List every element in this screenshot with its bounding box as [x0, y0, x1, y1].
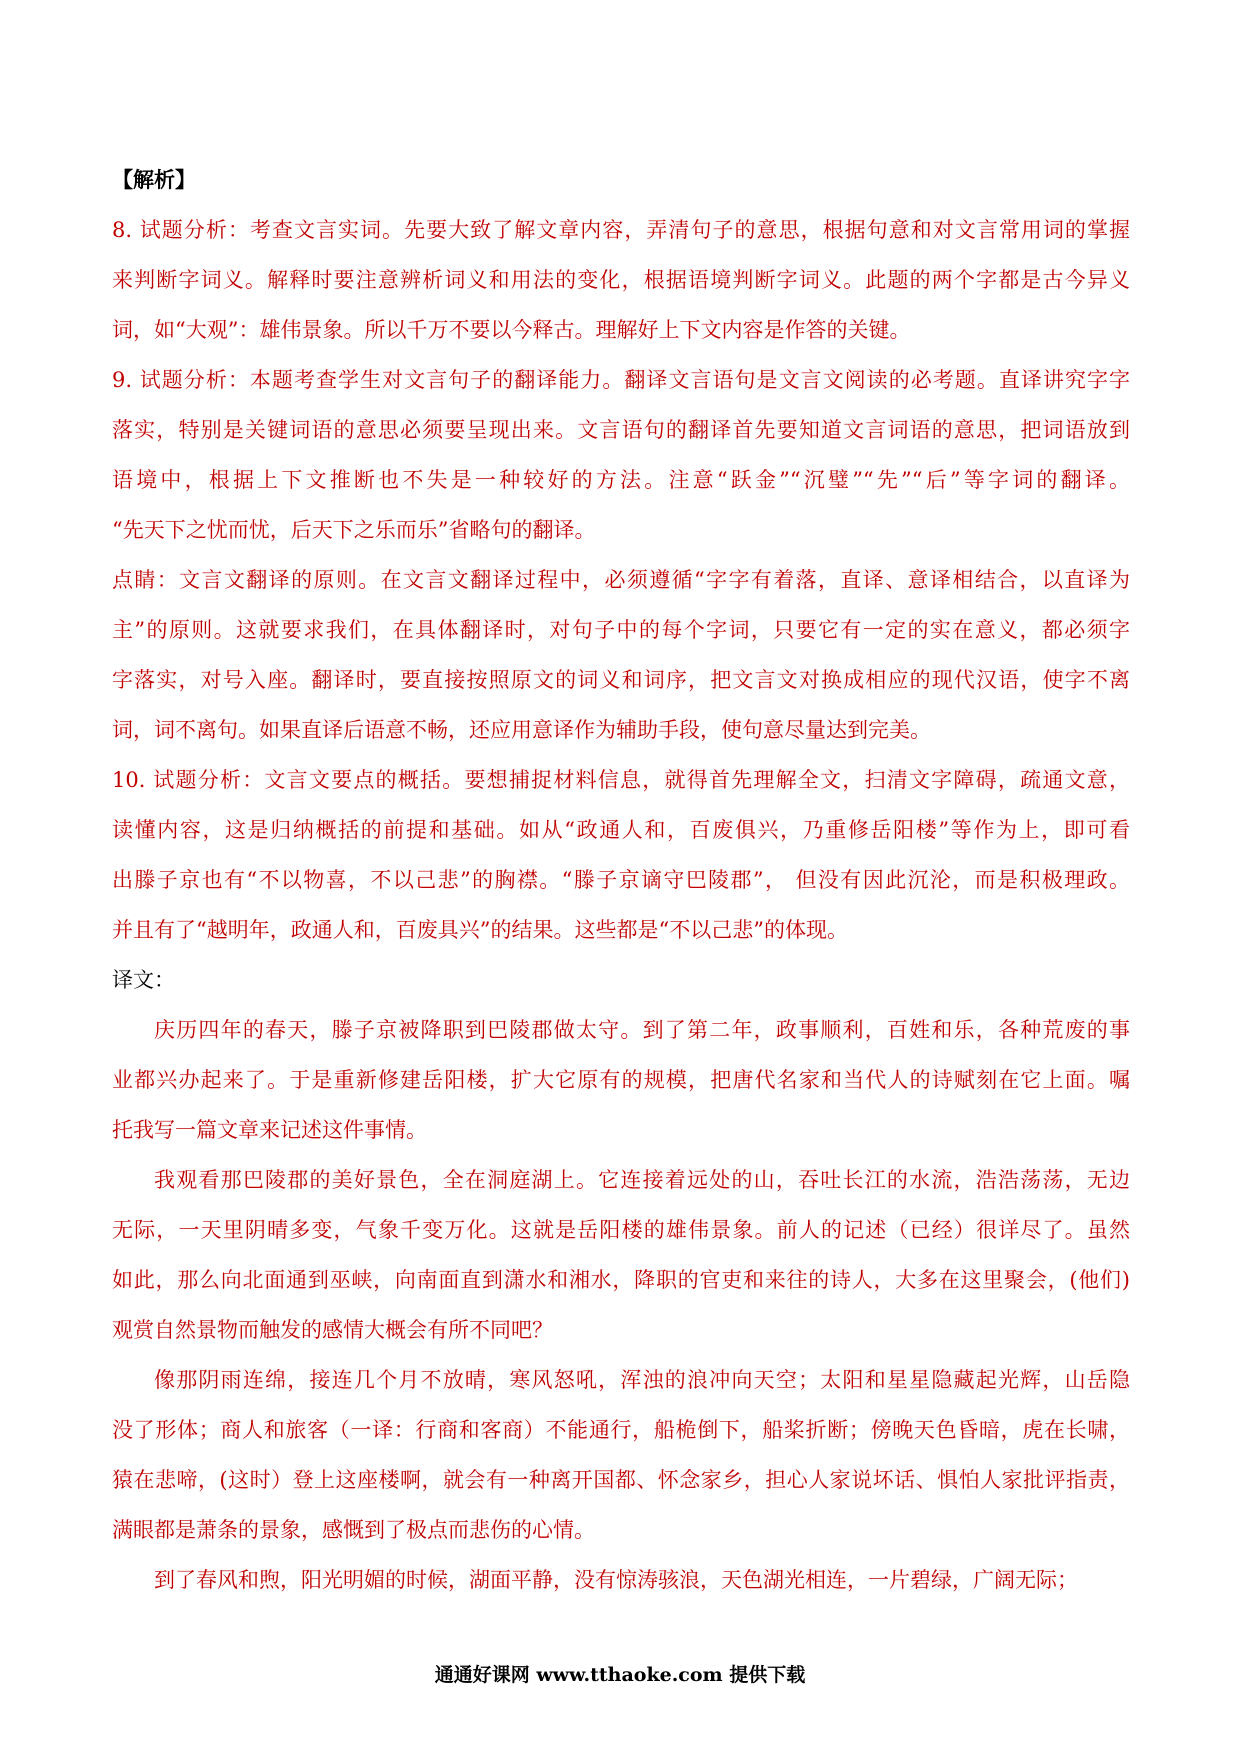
- text-line: 到了春风和煦，阳光明媚的时候，湖面平静，没有惊涛骇浪，天色湖光相连，一片碧绿，广阔无际；: [154, 1568, 1078, 1592]
- translation-paragraph-3: [112, 1355, 1130, 1555]
- text-line: 并且有了“越明年，政通人和，百废具兴”的结果。这些都是“不以己悲”的体现。: [112, 918, 848, 942]
- text-line: 我观看那巴陵郡的美好景色，全在洞庭湖上。它连接着远处的山，吞吐长江的水流，浩浩荡荡，无边: [154, 1168, 1130, 1192]
- text-line: 点睛：文言文翻译的原则。在文言文翻译过程中，必须遵循“字字有着落，直译、意译相结合，以直译为: [112, 568, 1130, 592]
- text-line: 满眼都是萧条的景象，感慨到了极点而悲伤的心情。: [112, 1518, 595, 1542]
- text-line: 猿在悲啼，(这时）登上这座楼啊，就会有一种离开国都、怀念家乡，担心人家说坏话、惧怕人家批评指责，: [112, 1468, 1130, 1492]
- translation-label: 译文：: [112, 968, 175, 992]
- text-line: 来判断字词义。解释时要注意辨析词义和用法的变化，根据语境判断字词义。此题的两个字都是古今异义: [112, 268, 1130, 292]
- analysis-item-10: [112, 755, 1130, 955]
- text-line: 落实，特别是关键词语的意思必须要呈现出来。文言语句的翻译首先要知道文言词语的意思，把词语放到: [112, 418, 1130, 442]
- page-footer: 通通好课网 www.tthaoke.com 提供下载: [434, 1664, 806, 1686]
- text-line: 词，如“大观”：雄伟景象。所以千万不要以今释古。理解好上下文内容是作答的关键。: [112, 318, 911, 342]
- text-line: 主”的原则。这就要求我们，在具体翻译时，对句子中的每个字词，只要它有一定的实在意义，都必须字: [112, 618, 1130, 642]
- text-line: 托我写一篇文章来记述这件事情。: [112, 1118, 427, 1142]
- text-line: 像那阴雨连绵，接连几个月不放晴，寒风怒吼，浑浊的浪冲向天空；太阳和星星隐藏起光辉，山岳隐: [154, 1368, 1130, 1392]
- text-line: “先天下之忧而忧，后天下之乐而乐”省略句的翻译。: [112, 518, 596, 542]
- text-line: 观赏自然景物而触发的感情大概会有所不同吧？: [112, 1318, 553, 1342]
- text-line: 出滕子京也有“不以物喜，不以己悲”的胸襟。“滕子京谪守巴陵郡”， 但没有因此沉沦，而是积极理政。: [112, 868, 1130, 892]
- text-line: 无际，一天里阴晴多变，气象千变万化。这就是岳阳楼的雄伟景象。前人的记述（已经）很详尽了。虽然: [112, 1218, 1130, 1242]
- key-point-note: [112, 555, 1130, 755]
- text-line: 没了形体；商人和旅客（一译：行商和客商）不能通行，船桅倒下，船桨折断；傍晚天色昏暗，虎在长啸，: [112, 1418, 1130, 1442]
- analysis-item-9: [112, 355, 1130, 555]
- document-body: [112, 155, 1130, 1605]
- analysis-item-8: [112, 205, 1130, 355]
- text-line: 词，词不离句。如果直译后语意不畅，还应用意译作为辅助手段，使句意尽量达到完美。: [112, 718, 931, 742]
- text-line: 庆历四年的春天，滕子京被降职到巴陵郡做太守。到了第二年，政事顺利，百姓和乐，各种荒废的事: [154, 1018, 1130, 1042]
- translation-paragraph-4: [112, 1555, 1130, 1605]
- text-line: 9. 试题分析：本题考查学生对文言句子的翻译能力。翻译文言语句是文言文阅读的必考题。直译讲究字字: [112, 368, 1130, 392]
- text-line: 业都兴办起来了。于是重新修建岳阳楼，扩大它原有的规模，把唐代名家和当代人的诗赋刻在它上面。嘱: [112, 1068, 1130, 1092]
- text-line: 10. 试题分析：文言文要点的概括。要想捕捉材料信息，就得首先理解全文，扫清文字障碍，疏通文意，: [112, 768, 1130, 792]
- section-heading: 【解析】: [112, 167, 196, 192]
- translation-paragraph-1: [112, 1005, 1130, 1155]
- text-line: 语境中，根据上下文推断也不失是一种较好的方法。注意“跃金”“沉璧”“先”“后”等字词的翻译。: [112, 468, 1130, 492]
- text-line: 8. 试题分析：考查文言实词。先要大致了解文章内容，弄清句子的意思，根据句意和对文言常用词的掌握: [112, 218, 1130, 242]
- text-line: 字落实，对号入座。翻译时，要直接按照原文的词义和词序，把文言文对换成相应的现代汉语，使字不离: [112, 668, 1130, 692]
- text-line: 读懂内容，这是归纳概括的前提和基础。如从“政通人和，百废俱兴，乃重修岳阳楼”等作为上，即可看: [112, 818, 1130, 842]
- translation-paragraph-2: [112, 1155, 1130, 1355]
- text-line: 如此，那么向北面通到巫峡，向南面直到潇水和湘水，降职的官吏和来往的诗人，大多在这里聚会，(他们): [112, 1268, 1130, 1292]
